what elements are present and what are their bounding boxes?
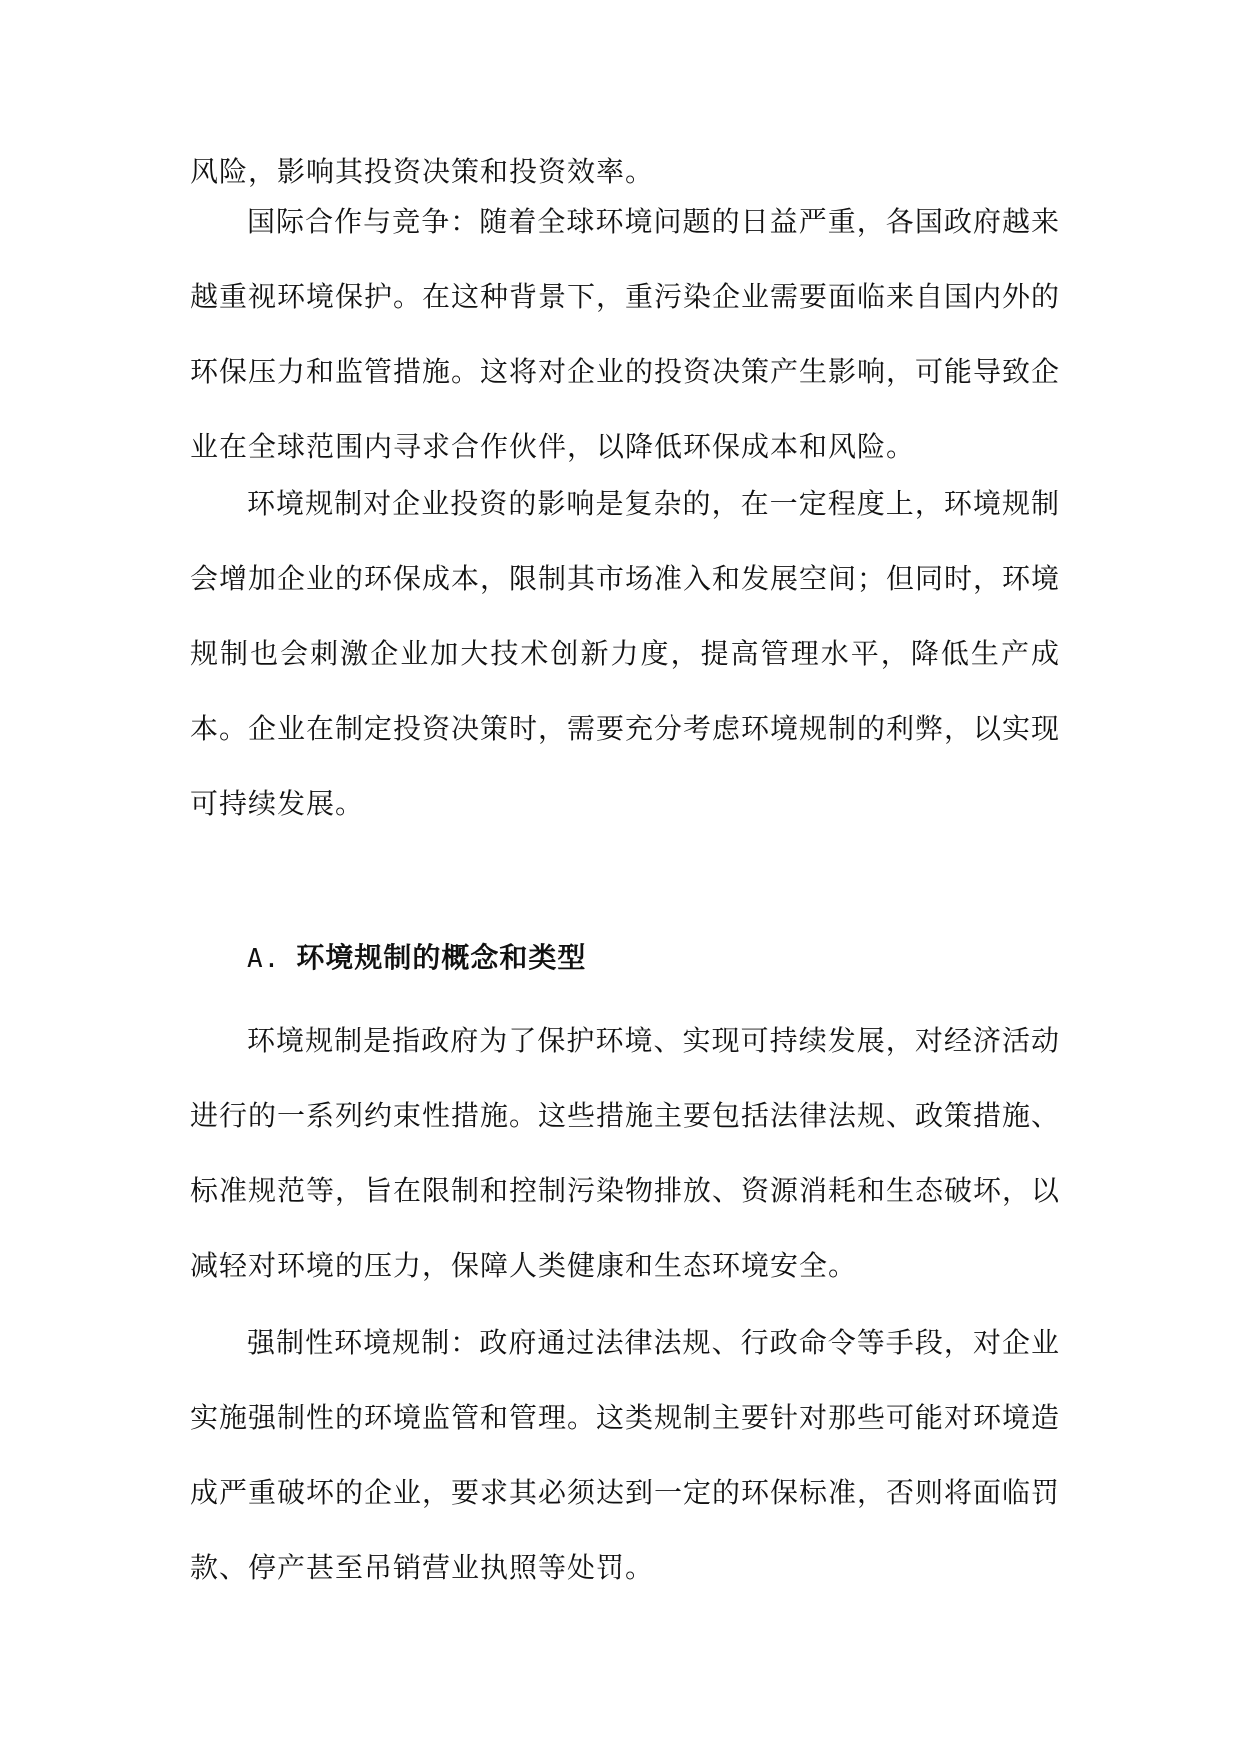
paragraph-mandatory-regulation: 强制性环境规制：政府通过法律法规、行政命令等手段，对企业实施强制性的环境监管和管理。这类规制主要针对那些可能对环境造成严重破坏的企业，要求其必须达到一定的环保标准，否则将面临罚款、停产甚至吊销营业执照等处罚。 <box>190 1326 1061 1584</box>
paragraph-continuation: 风险，影响其投资决策和投资效率。 <box>190 155 655 188</box>
paragraph-regulation-definition: 环境规制是指政府为了保护环境、实现可持续发展，对经济活动进行的一系列约束性措施。这些措施主要包括法律法规、政策措施、标准规范等，旨在限制和控制污染物排放、资源消耗和生态破坏，以减轻对环境的压力，保障人类健康和生态环境安全。 <box>190 1024 1061 1282</box>
section-heading-title: 环境规制的概念和类型 <box>296 941 587 974</box>
paragraph-regulation-impact: 环境规制对企业投资的影响是复杂的，在一定程度上，环境规制会增加企业的环保成本，限制其市场准入和发展空间；但同时，环境规制也会刺激企业加大技术创新力度，提高管理水平，降低生产成本。企业在制定投资决策时，需要充分考虑环境规制的利弊，以实现可持续发展。 <box>190 487 1061 820</box>
paragraph-international-cooperation: 国际合作与竞争：随着全球环境问题的日益严重，各国政府越来越重视环境保护。在这种背景下，重污染企业需要面临来自国内外的环保压力和监管措施。这将对企业的投资决策产生影响，可能导致企业在全球范围内寻求合作伙伴，以降低环保成本和风险。 <box>190 205 1061 463</box>
section-heading-marker: A. <box>247 944 281 974</box>
section-heading <box>247 938 586 979</box>
